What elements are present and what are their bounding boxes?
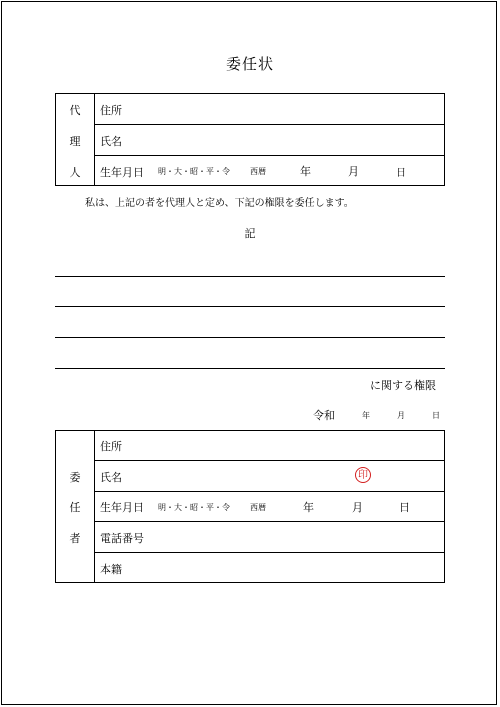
principal-row-divider — [94, 552, 445, 553]
seal-stamp: 印 — [355, 467, 371, 483]
agent-day-label: 日 — [396, 168, 406, 179]
agent-name-label: 氏名 — [100, 135, 122, 148]
principal-row-divider — [94, 491, 445, 492]
agent-address-label: 住所 — [100, 104, 122, 117]
principal-row-divider — [94, 521, 445, 522]
principal-row-divider — [94, 460, 445, 461]
document-title: 委任状 — [225, 55, 274, 73]
principal-year-label: 年 — [303, 501, 314, 514]
principal-side-char: 任 — [69, 501, 81, 514]
agent-era-options: 明・大・昭・平・令 — [158, 167, 230, 176]
principal-domicile-label: 本籍 — [100, 563, 122, 576]
authority-line — [55, 368, 445, 369]
date-month-label: 月 — [397, 411, 405, 420]
principal-name-label: 氏名 — [100, 471, 122, 484]
principal-day-label: 日 — [399, 501, 410, 514]
agent-row-divider — [94, 155, 445, 156]
agent-side-char: 人 — [69, 166, 81, 179]
date-day-label: 日 — [432, 411, 440, 420]
principal-era-options: 明・大・昭・平・令 — [158, 503, 230, 512]
principal-side-char: 者 — [69, 532, 81, 545]
agent-month-label: 月 — [348, 165, 359, 178]
agent-side-char: 理 — [69, 135, 81, 148]
authority-line — [55, 306, 445, 307]
authority-suffix: に関する権限 — [370, 379, 436, 392]
principal-address-label: 住所 — [100, 440, 122, 453]
ki-heading: 記 — [244, 227, 256, 240]
authority-line — [55, 276, 445, 277]
date-year-label: 年 — [362, 411, 370, 420]
principal-month-label: 月 — [352, 501, 363, 514]
agent-year-label: 年 — [300, 165, 311, 178]
agent-row-divider — [94, 124, 445, 125]
principal-phone-label: 電話番号 — [100, 532, 144, 545]
principal-side-char: 委 — [69, 471, 81, 484]
principal-birthdate-label: 生年月日 — [100, 501, 144, 514]
delegation-statement: 私は、上記の者を代理人と定め、下記の権限を委任します。 — [85, 198, 354, 209]
date-reiwa-label: 令和 — [313, 409, 335, 422]
authority-line — [55, 337, 445, 338]
principal-western-era: 西暦 — [250, 503, 266, 512]
agent-birthdate-label: 生年月日 — [100, 166, 144, 179]
agent-western-era: 西暦 — [250, 167, 266, 176]
agent-side-char: 代 — [69, 104, 81, 117]
